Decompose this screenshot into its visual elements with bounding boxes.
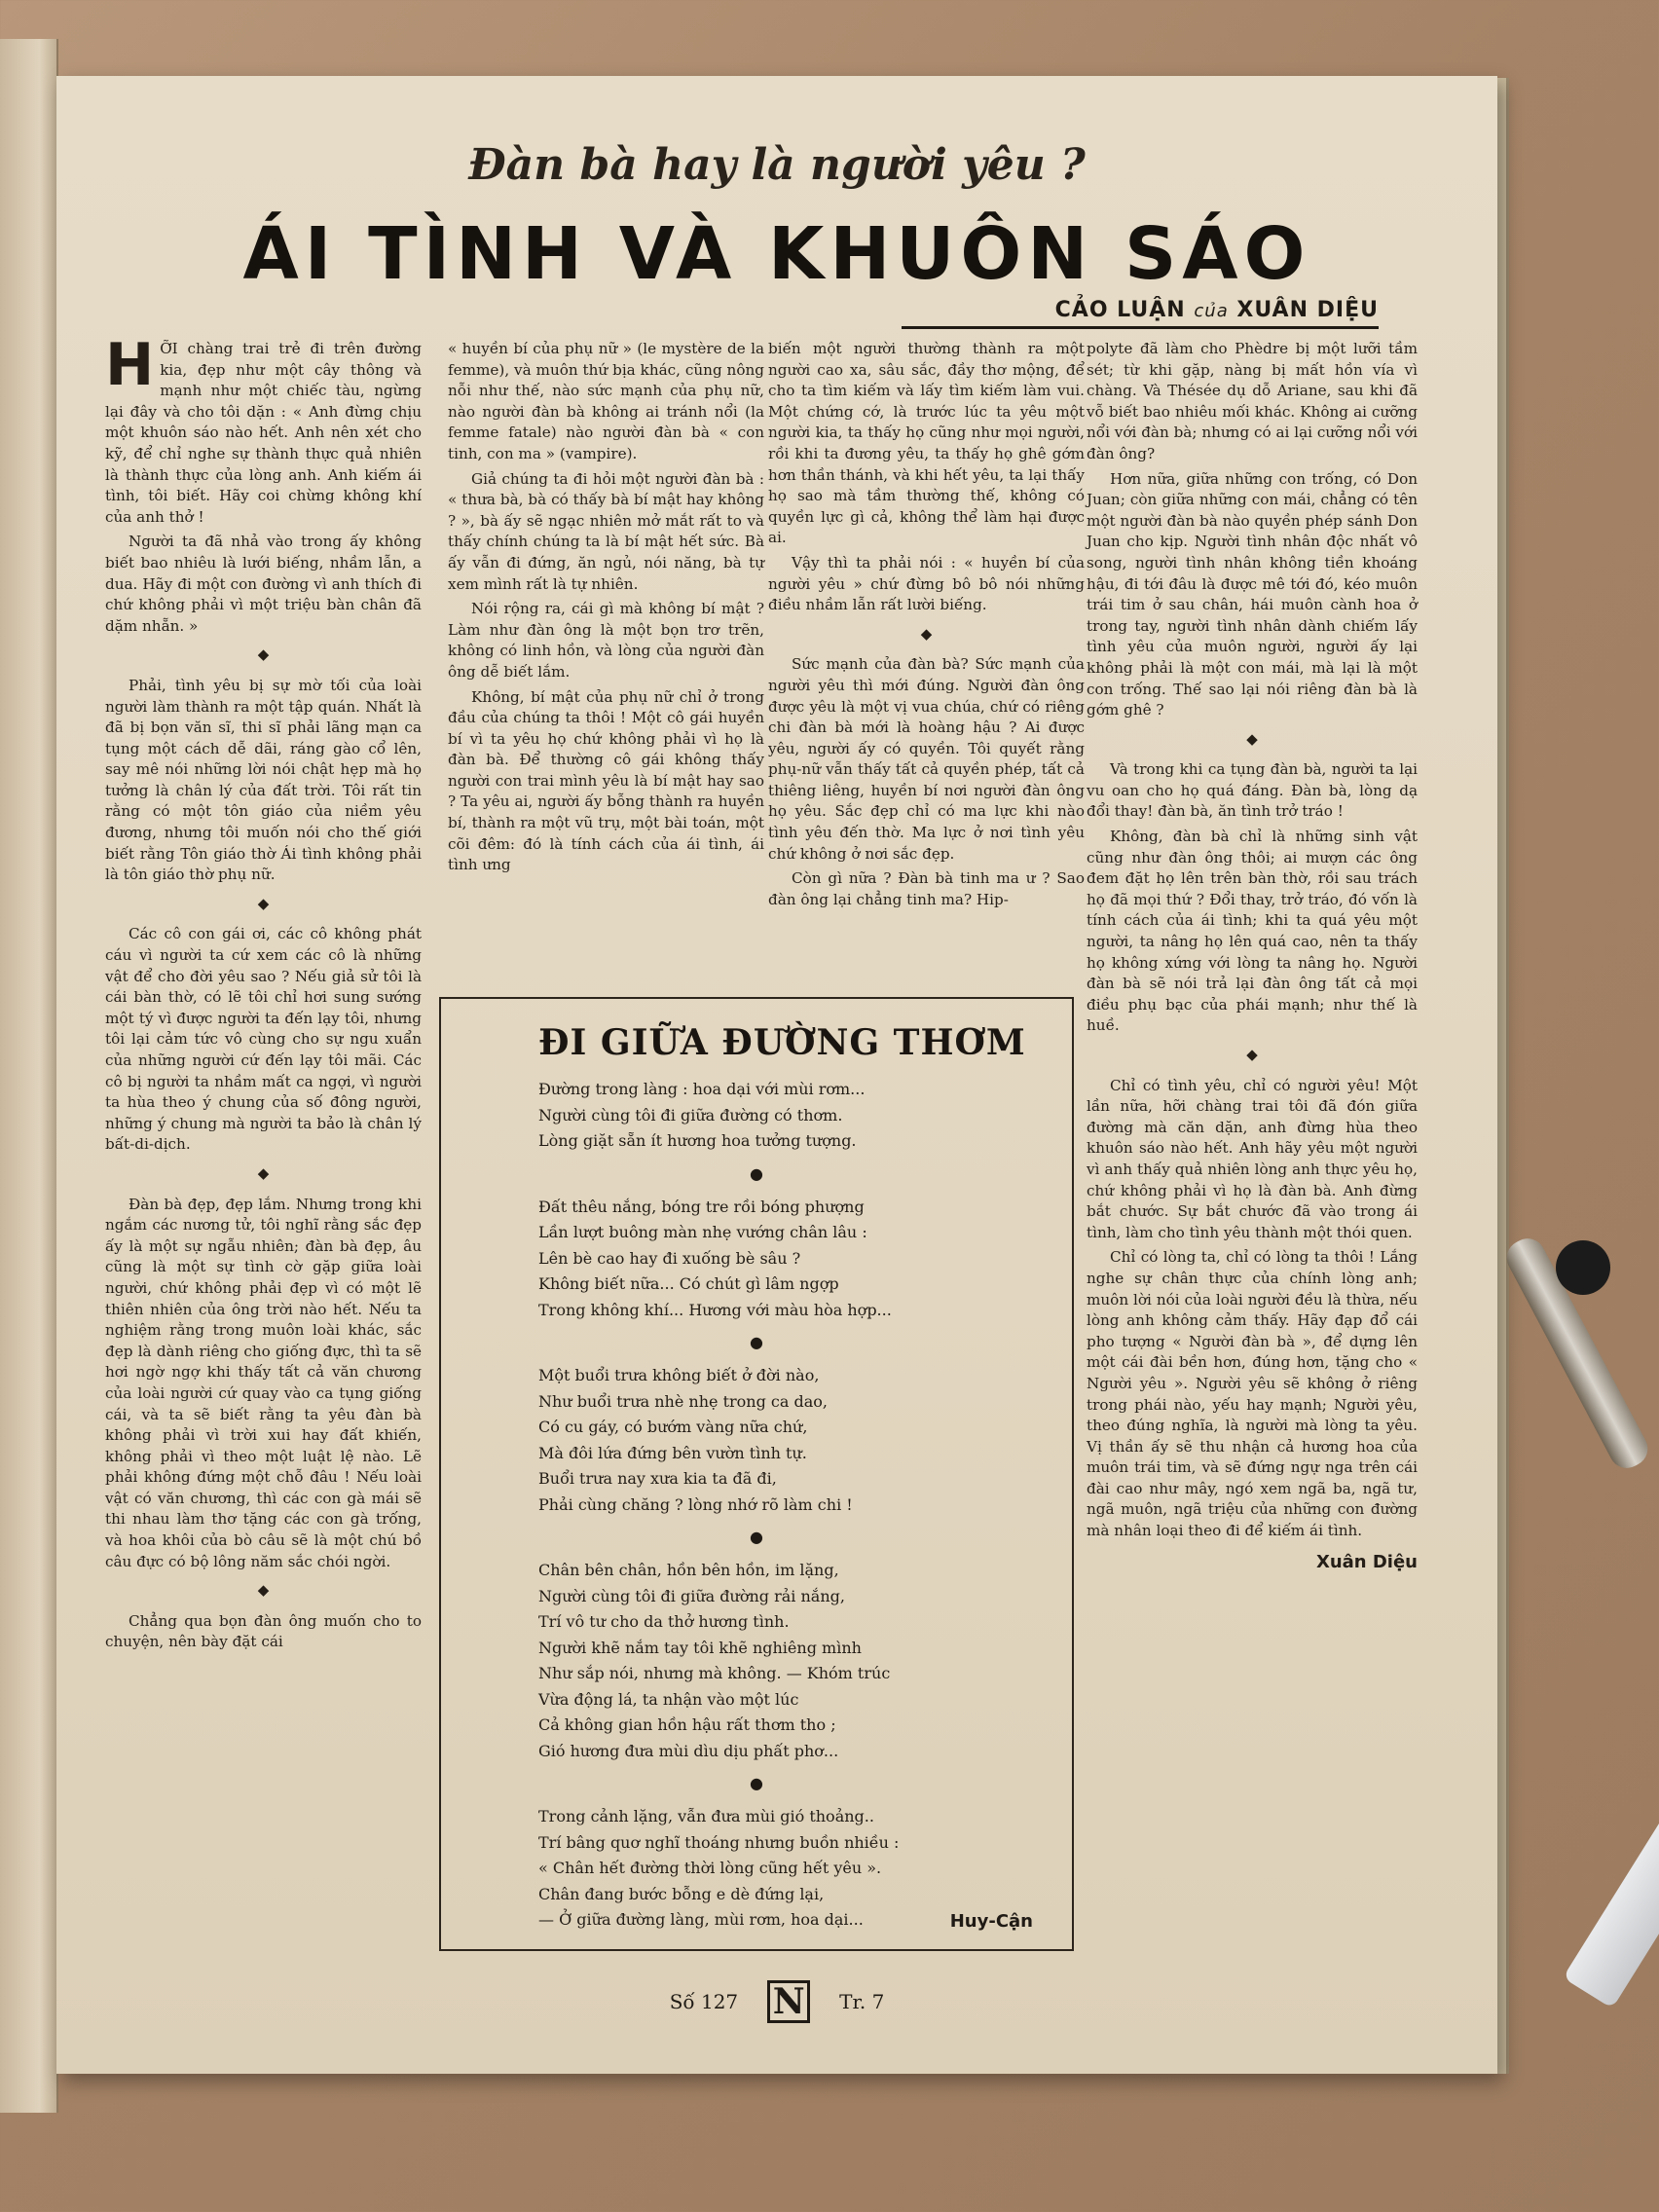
byline-prefix: CẢO LUẬN [1054, 298, 1186, 322]
poem-line: Đường trong làng : hoa dại với mùi rơm... [538, 1080, 866, 1098]
section-separator: ◆ [257, 1581, 270, 1600]
paragraph: Các cô con gái ơi, các cô không phát cáu vì người ta cứ xem các cô là những vật để cho đời yêu sao ? Nếu giả sử tôi là cái bàn thờ, có lẽ tôi chỉ hơi sung sướng một tý vì được người ta đến lạy tôi, nhưng tôi lại cảm tức vô cùng cho sự ngu xuẩn của những người cứ đến lạy tôi mãi. Các cô bị người ta nhầm mất ca ngợi, vì người ta hùa theo ý chung của số đông người, những ý chung mà người ta bảo là chân lý bất-di-dịch. [105, 925, 422, 1154]
section-separator: ◆ [257, 645, 270, 664]
paragraph: Còn gì nữa ? Đàn bà tinh ma ư ? Sao đàn ông lại chẳng tinh ma? Hip- [768, 869, 1085, 908]
poem-line: Cả không gian hồn hậu rất thơm tho ; [538, 1715, 836, 1734]
byline-of: của [1194, 301, 1229, 321]
stanza-separator: ● [750, 1774, 763, 1792]
magazine-page [56, 76, 1497, 2074]
poem-line: Trong cảnh lặng, vẫn đưa mùi gió thoảng.. [538, 1807, 874, 1825]
left-page-edge [0, 39, 58, 2113]
byline-author: XUÂN DIỆU [1236, 298, 1379, 322]
issue-number: Số 127 [669, 1990, 739, 2013]
paragraph: Hơn nữa, giữa những con trống, có Don Juan; còn giữa những con mái, chẳng có tên một người đàn bà nào quyền phép sánh Don Juan cho kịp. Người tình nhân độc nhất vô song, người tình nhân không tiền khoáng hậu, đi tới đâu là được mê tới đó, kéo muôn trái tim ở sau chân, hái muôn cành hoa ở trong tay, người tình nhân dành chiếm lấy tình yêu của muôn người, người ấy lại không phải là một con mái, mà lại là một con trống. Thế sao lại nói riêng đàn bà là gớm ghê ? [1087, 469, 1418, 719]
drop-cap: H [105, 331, 155, 399]
stanza-separator: ● [750, 1333, 763, 1351]
poem-line: Một buổi trưa không biết ở đời nào, [538, 1366, 820, 1384]
poem-line: Như buổi trưa nhè nhẹ trong ca dao, [538, 1391, 828, 1411]
page-footer [56, 1980, 1497, 2023]
paragraph: Giả chúng ta đi hỏi một người đàn bà : « thưa bà, bà có thấy bà bí mật hay không ? », bà ấy sẽ ngạc nhiên mở mắt rất to và thấy chính chúng ta là bí mật hết sức. Bà ấy vẫn đi đứng, ăn ngủ, nói năng, bà tự xem mình rất là tự nhiên. [448, 469, 764, 593]
poem-line: Người cùng tôi đi giữa đường có thơm. [538, 1105, 843, 1124]
poem-line: « Chân hết đường thời lòng cũng hết yêu ». [538, 1859, 882, 1877]
paragraph: Chẳng qua bọn đàn ông muốn cho to chuyện, nên bày đặt cái [105, 1611, 422, 1651]
article-column-4 [1087, 339, 1418, 1572]
section-separator: ◆ [1246, 1046, 1258, 1063]
poem-line: Không biết nữa... Có chút gì lâm ngợp [538, 1274, 839, 1293]
stanza-separator: ● [750, 1163, 763, 1183]
poem-line: Có cu gáy, có bướm vàng nữa chứ, [538, 1418, 808, 1436]
paragraph: Phải, tình yêu bị sự mờ tối của loài người làm thành ra một tập quán. Nhất là đã bị bọn văn sĩ, thi sĩ phải lãng mạn ca tụng một cách dễ dãi, ráng gào cổ lên, say mê nói những lời nói chật hẹp mà họ tưởng là chân lý của đất trời. Tôi rất tin rằng có một tôn giáo của niềm yêu đương, nhưng tôi muốn nói cho thế giới biết rằng Tôn giáo thờ Ái tình không phải là tôn giáo thờ phụ nữ. [105, 676, 422, 884]
poem-line: Trí bâng quơ nghĩ thoáng nhưng buồn nhiều : [538, 1832, 900, 1852]
magazine-logo-icon: N [767, 1980, 810, 2023]
poem-line: Trong không khí... Hương với màu hòa hợp... [538, 1300, 892, 1319]
poem-line: Chân đang bước bỗng e dè đứng lại, [538, 1884, 825, 1903]
section-separator: ◆ [920, 624, 933, 643]
paragraph: Và trong khi ca tụng đàn bà, người ta lại vu oan cho họ quá đáng. Đàn bà, lòng dạ đổi thay! đàn bà, ăn tình trở tráo ! [1087, 760, 1418, 821]
article-column-3 [768, 339, 1085, 914]
article-column-2 [448, 339, 764, 880]
article-kicker: Đàn bà hay là người yêu ? [468, 140, 1086, 190]
paragraph: Không, đàn bà chỉ là những sinh vật cũng như đàn ông thôi; ai mượn các ông đem đặt họ lên trên bàn thờ, rồi sau trách họ đã mọi thứ ? Đổi thay, trở tráo, đó vốn là tính cách của ái tình; khi ta quá yêu một người, ta nâng họ lên quá cao, nên ta thấy họ không xứng với lòng ta nâng họ. Người đàn bà sẽ nói trả lại đàn ông tất cả mọi điều phụ bạc của phái mạnh; như thế là huề. [1087, 828, 1418, 1035]
paragraph: Người ta đã nhả vào trong ấy không biết bao nhiêu là lưới biếng, nhầm lẫn, a dua. Hãy đi một con đường vì anh thích đi chứ không phải vì một triệu bàn chân đã dặm nhẵn. » [105, 533, 422, 635]
poem-line: Gió hương đưa mùi dìu dịu phất phơ... [538, 1741, 839, 1760]
section-separator: ◆ [257, 894, 270, 912]
article-byline [902, 298, 1379, 329]
paragraph: Chỉ có tình yêu, chỉ có người yêu! Một lần nữa, hỡi chàng trai tôi đã đón giữa đường mà căn dặn, anh đừng hùa theo khuôn sáo nào hết. Anh hãy yêu một người vì anh thấy quả nhiên lòng anh thực yêu họ, chứ không phải vì họ là đàn bà. Anh đừng bắt chước. Sự bắt chước đã vào trong ái tình, làm cho tình yêu thành một thói quen. [1087, 1076, 1418, 1241]
poem-line: Đất thêu nắng, bóng tre rồi bóng phượng [538, 1197, 865, 1216]
article-column-1 [105, 331, 422, 1657]
poem-line: Lên bè cao hay đi xuống bè sâu ? [538, 1248, 801, 1268]
paragraph: « huyền bí của phụ nữ » (le mystère de la femme), và muôn thứ bịa khác, cũng nông nỗi như thế, nào sức mạnh của phụ nữ, nào người đàn bà không ai tránh nổi (la femme fatale) nào người đàn bà « con tinh, con ma » (vampire). [448, 340, 764, 462]
laptop-edge [1563, 1730, 1659, 2009]
paragraph: Chỉ có lòng ta, chỉ có lòng ta thôi ! Lắng nghe sự chân thực của chính lòng anh; muôn lời nói của loài người đều là thừa, nếu lòng anh không cảm thấy. Hãy đạp đổ cái pho tượng « Người đàn bà », để dựng lên một cái đài bền hơn, đúng hơn, tặng cho « Người yêu ». Người yêu sẽ không ở riêng trong phái nào, yếu hay mạnh; Người yêu, theo đúng nghĩa, là người mà lòng ta yêu. Vị thần ấy sẽ thu nhận cả hương hoa của muôn trái tim, và sẽ đứng ngự nga trên cái đài cao như mây, ngó xem ngã ba, ngã tư, ngã muôn, ngã triệu của những con đường mà nhân loại theo đi để kiếm ái tình. [1087, 1248, 1418, 1540]
paragraph: Nói rộng ra, cái gì mà không bí mật ? Làm như đàn ông là một bọn trơ trẽn, không có linh hồn, và lòng của người đàn ông dễ biết lắm. [448, 600, 764, 681]
poem-line: Người cùng tôi đi giữa đường rải nắng, [538, 1586, 845, 1605]
poem-line: Buổi trưa nay xưa kia ta đã đi, [538, 1469, 777, 1488]
poem-line: Trí vô tư cho da thở hương tình. [538, 1612, 790, 1631]
poem-stanza [538, 1077, 1043, 1155]
poem-line: Như sắp nói, nhưng mà không. — Khóm trúc [538, 1664, 891, 1682]
poem-line: Lần lượt buông màn nhẹ vướng chân lâu : [538, 1223, 867, 1241]
paragraph: Không, bí mật của phụ nữ chỉ ở trong đầu của chúng ta thôi ! Một cô gái huyền bí vì ta yêu họ chứ không phải vì họ là đàn bà. Để thường cô gái không thấy người con trai mình yêu là bí mật hay sao ? Ta yêu ai, người ấy bỗng thành ra huyền bí, thành ra một vũ trụ, một bài toán, một cõi đêm: đó là tính cách của ái tình, ái tình ưng [448, 687, 764, 874]
paragraph: biến một người thường thành ra một người cao xa, sâu sắc, đầy thơ mộng, để cho ta tìm kiếm và lấy tìm kiếm làm vui. Một chứng cớ, là trước lúc ta yêu một người kia, ta thấy họ cũng như mọi người, rồi khi ta đương yêu, ta thấy họ ghê gớm hơn thần thánh, và khi hết yêu, ta lại thấy họ sao mà tầm thường thế, không có quyền lực gì cả, không thể làm hại được ai. [768, 340, 1085, 547]
poem-line: Vừa động lá, ta nhận vào một lúc [538, 1689, 799, 1709]
paragraph: Vậy thì ta phải nói : « huyền bí của người yêu » chứ đừng bô bô nói những điều nhầm lẫn rất lười biếng. [768, 553, 1085, 614]
pen-cap [1556, 1240, 1610, 1295]
paragraph: HỠI chàng trai trẻ đi trên đường kia, đẹp như một cây thông và mạnh như một chiếc tàu, ngừng lại đây và cho tôi dặn : « Anh đừng chịu một khuôn sáo nào hết. Anh nên xét cho kỹ, để chỉ nghe sự thành thực quả nhiên là thành thực của lòng anh. Anh kiếm ái tình, tôi biết. Hãy coi chừng không khí của anh thở ! [105, 331, 422, 526]
section-separator: ◆ [257, 1163, 270, 1182]
poem-line: Lòng giặt sẵn ít hương hoa tưởng tượng. [538, 1131, 857, 1150]
page-number: Tr. 7 [839, 1990, 885, 2013]
article-headline: ÁI TÌNH VÀ KHUÔN SÁO [242, 212, 1311, 296]
poem-author: Huy-Cận [949, 1911, 1033, 1932]
paragraph: Đàn bà đẹp, đẹp lắm. Nhưng trong khi ngắm các nương tử, tôi nghĩ rằng sắc đẹp ấy là một sự ngẫu nhiên; đàn bà đẹp, âu cũng là một sự tình cờ gặp giữa loài người, chứ không phải đẹp vì có một lẽ thiên nhiên của ông trời nào hết. Nếu ta nghiệm rằng trong muôn loài khác, sắc đẹp là dành riêng cho giống đực, thì ta sẽ hơi ngờ ngợ khi thấy tất cả văn chương của loài người cứ quay vào ca tụng giống cái, và ta sẽ biết rằng ta yêu đàn bà không phải vì trời xui hay đất khiến, không phải vì theo một luật lệ nào. Lẽ phải không đứng một chỗ đâu ! Nếu loài vật có văn chương, thì các con gà mái sẽ thi nhau làm thơ tặng các con gà trống, và hoa khôi của bò câu sẽ là một chú bồ câu đực có bộ lông năm sắc chói ngời. [105, 1195, 422, 1570]
poem-line: Chân bên chân, hồn bên hồn, im lặng, [538, 1561, 839, 1579]
poem-line: — Ở giữa đường làng, mùi rơm, hoa dại... [538, 1910, 864, 1929]
poem-line: Phải cùng chăng ? lòng nhớ rõ làm chi ! [538, 1494, 853, 1514]
poem-line: Người khẽ nắm tay tôi khẽ nghiêng mình [538, 1638, 862, 1657]
stanza-separator: ● [750, 1528, 763, 1546]
poem-stanza [538, 1363, 1043, 1518]
poem-box [439, 997, 1074, 1951]
paragraph: polyte đã làm cho Phèdre bị một lưỡi tầm sét; từ khi gặp, nàng bị mất hồn vía vì chàng. Và Thésée dụ dỗ Ariane, sau khi đã vỗ biết bao nhiêu mối khác. Không ai cưỡng nổi với đàn bà; nhưng có ai lại cưỡng nổi với đàn ông? [1087, 340, 1418, 462]
paragraph: Sức mạnh của đàn bà? Sức mạnh của người yêu thì mới đúng. Người đàn ông được yêu là một vị vua chúa, chứ có riêng chi đàn bà mới là hoàng hậu ? Ai được yêu, người ấy có quyền. Tôi quyết rằng phụ-nữ vẫn thấy tất cả quyền phép, tất cả thiêng liêng, huyền bí nơi người đàn ông họ yêu. Sắc đẹp chỉ có ma lực khi nào tình yêu đến thờ. Ma lực ở nơi tình yêu chứ không ở nơi sắc đẹp. [768, 655, 1085, 863]
poem-stanza [538, 1195, 1043, 1324]
section-separator: ◆ [1246, 729, 1258, 748]
poem-stanza [538, 1558, 1043, 1764]
poem-line: Mà đôi lứa đứng bên vườn tình tự. [538, 1443, 807, 1462]
poem-title: ĐI GIỮA ĐƯỜNG THƠM [538, 1022, 1026, 1063]
article-signature: Xuân Diệu [1315, 1551, 1418, 1572]
